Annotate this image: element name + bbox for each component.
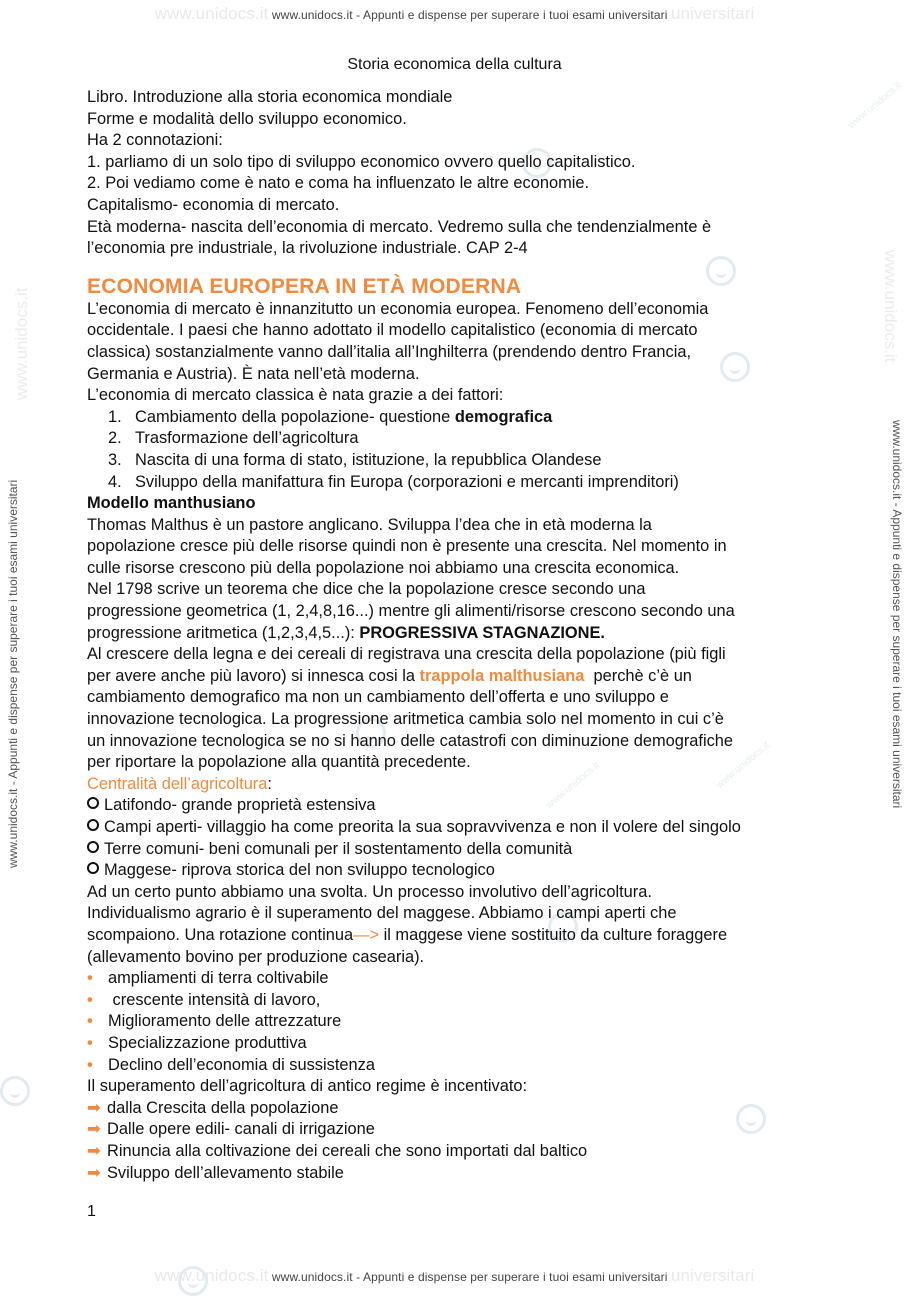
unidocs-logo-icon <box>178 1266 208 1296</box>
paragraph-line: cambiamento demografico ma non un cambiamento dell’offerta e uno sviluppo e <box>87 688 669 707</box>
bullet-item <box>87 1011 827 1033</box>
page-number: 1 <box>87 1203 96 1220</box>
paragraph-line: per riportare la popolazione alla quantità precedente. <box>87 753 471 772</box>
circle-bullet-icon <box>87 797 99 809</box>
header-ghost-right: universitari <box>670 4 755 23</box>
arrow-list-item <box>87 1141 827 1163</box>
circle-list-text: Maggese- riprova storica del non sviluppo tecnologico <box>104 861 495 880</box>
arrow-list-item <box>87 1163 827 1185</box>
factor-text: Nascita di una forma di stato, istituzione, la repubblica Olandese <box>135 450 602 469</box>
bullet-item <box>87 990 827 1012</box>
factor-item <box>87 450 827 472</box>
arrow-right-icon: ➡ <box>87 1141 101 1160</box>
factor-item <box>87 428 827 450</box>
arrow-right-icon: ➡ <box>87 1163 101 1182</box>
diagonal-watermark: www.unidocs.it <box>714 740 772 791</box>
paragraph-line: un innovazione tecnologica se no si hanno delle catastrofi con diminuzione demografiche <box>87 731 734 750</box>
rotation-arrow: —> <box>353 925 380 944</box>
paragraph-line: Ad un certo punto abbiamo una svolta. Un processo involutivo dell’agricoltura. <box>87 882 652 901</box>
stagnation-pre: progressione aritmetica (1,2,3,4,5...): <box>87 623 360 642</box>
bullet-dot-icon: • <box>87 1055 93 1074</box>
arrow-list-text: dalla Crescita della popolazione <box>107 1098 339 1117</box>
bullet-dot-icon: • <box>87 969 93 988</box>
factor-number: 3. <box>108 450 122 469</box>
agriculture-heading-colon: : <box>267 774 272 793</box>
paragraph-line: culle risorse crescono più della popolazione noi abbiamo una crescita economica. <box>87 558 680 577</box>
arrow-list-item <box>87 1098 827 1120</box>
trap-post: perchè c’è un <box>584 666 692 685</box>
paragraph-line: occidentale. I paesi che hanno adottato il modello capitalistico (economia di mercato <box>87 321 698 340</box>
bullet-dot-icon: • <box>87 1012 93 1031</box>
paragraph-line: Individualismo agrario è il superamento del maggese. Abbiamo i campi aperti che <box>87 904 677 923</box>
factor-item <box>87 407 827 429</box>
document-body <box>87 87 827 1184</box>
arrow-list-text: Dalle opere edili- canali di irrigazione <box>107 1120 375 1139</box>
circle-list-text: Terre comuni- beni comunali per il sostentamento della comunità <box>104 839 573 858</box>
factor-text: Cambiamento della popolazione- questione <box>135 407 455 426</box>
rotation-pre: scompaiono. Una rotazione continua <box>87 925 354 944</box>
bullet-text: Declino dell’economia di sussistenza <box>108 1055 375 1074</box>
header-watermark <box>0 4 909 24</box>
circle-list-item <box>87 860 827 882</box>
arrow-right-icon: ➡ <box>87 1098 101 1117</box>
circle-list-item <box>87 795 827 817</box>
factor-text: Trasformazione dell’agricoltura <box>135 429 359 448</box>
bullet-dot-icon: • <box>87 990 93 1009</box>
paragraph-line: Al crescere della legna e dei cereali di registrava una crescita della popolazione (più figli <box>87 645 726 664</box>
paragraph-line: Il superamento dell’agricoltura di antico regime è incentivato: <box>87 1077 528 1096</box>
bullet-item <box>87 1033 827 1055</box>
paragraph-line: Germania e Austria). È nata nell’età moderna. <box>87 364 420 383</box>
intro-line: 2. Poi vediamo come è nato e coma ha influenzato le altre economie. <box>87 174 590 193</box>
paragraph-line <box>87 925 827 947</box>
circle-list-text: Latifondo- grande proprietà estensiva <box>104 796 376 815</box>
intro-line: Libro. Introduzione alla storia economica mondiale <box>87 88 453 106</box>
paragraph-line: popolazione cresce più delle risorse quindi non è presente una crescita. Nel momento in <box>87 537 727 556</box>
arrow-right-icon: ➡ <box>87 1120 101 1139</box>
header-ghost-left: www.unidocs.it <box>154 4 269 23</box>
factor-number: 2. <box>108 429 122 448</box>
paragraph-line <box>87 623 827 645</box>
bullet-text: Specializzazione produttiva <box>108 1033 307 1052</box>
rotation-post: il maggese viene sostituito da culture foraggere <box>379 925 728 944</box>
circle-list-text: Campi aperti- villaggio ha come preorita la sua sopravvivenza e non il volere del singolo <box>104 818 741 836</box>
paragraph-line: progressione geometrica (1, 2,4,8,16...) mentre gli alimenti/risorse crescono secondo una <box>87 602 735 621</box>
intro-line: Età moderna- nascita dell’economia di mercato. Vedremo sulla che tendenzialmente è <box>87 217 712 236</box>
right-side-watermark: www.unidocs.it - Appunti e dispense per superare i tuoi esami universitari <box>890 420 904 809</box>
factor-number: 4. <box>108 472 122 491</box>
factor-text: Sviluppo della manifattura fin Europa (corporazioni e mercanti imprenditori) <box>135 472 679 491</box>
paragraph-line: (allevamento bovino per produzione casearia). <box>87 947 425 966</box>
header-watermark-text: www.unidocs.it - Appunti e dispense per superare i tuoi esami universitari <box>271 8 668 22</box>
bullet-text: Miglioramento delle attrezzature <box>108 1012 342 1031</box>
footer-ghost-left: www.unidocs.it <box>154 1266 269 1285</box>
footer-watermark-text: www.unidocs.it - Appunti e dispense per superare i tuoi esami universitari <box>271 1270 668 1284</box>
subsection-heading: Modello manthusiano <box>87 494 256 513</box>
unidocs-logo-icon <box>0 1076 30 1106</box>
footer-watermark <box>0 1266 909 1286</box>
circle-list-item <box>87 817 827 839</box>
factor-item <box>87 472 827 494</box>
intro-line: 1. parliamo di un solo tipo di sviluppo economico ovvero quello capitalistico. <box>87 152 636 171</box>
circle-list-item <box>87 839 827 861</box>
paragraph-line: innovazione tecnologica. La progressione aritmetica cambia solo nel momento in cui c’è <box>87 710 724 729</box>
left-ghost-watermark: www.unidocs.it <box>12 287 31 400</box>
malthusian-trap-highlight: trappola malthusiana <box>419 666 585 685</box>
bullet-text: ampliamenti di terra coltivabile <box>108 969 329 988</box>
footer-ghost-right: universitari <box>670 1266 755 1285</box>
paragraph-line: L’economia di mercato classica è nata grazie a dei fattori: <box>87 386 504 405</box>
document-title: Storia economica della cultura <box>347 56 562 73</box>
paragraph-line: Thomas Malthus è un pastore anglicano. Sviluppa l’dea che in età moderna la <box>87 515 652 534</box>
arrow-list-item <box>87 1119 827 1141</box>
bullet-item <box>87 968 827 990</box>
paragraph-line: Nel 1798 scrive un teorema che dice che la popolazione cresce secondo una <box>87 580 646 599</box>
bullet-item <box>87 1055 827 1077</box>
diagonal-watermark: www.unidocs.it <box>846 80 904 131</box>
section-heading: ECONOMIA EUROPERA IN ETÀ MODERNA <box>87 274 522 298</box>
diagonal-watermark: www.unidocs.it <box>544 760 602 811</box>
arrow-list-text: Sviluppo dell’allevamento stabile <box>107 1163 344 1182</box>
factor-bold: demografica <box>454 407 553 426</box>
intro-line: Capitalismo- economia di mercato. <box>87 195 340 214</box>
paragraph-line <box>87 666 827 688</box>
agriculture-heading: Centralità dell’agricoltura <box>87 774 268 793</box>
trap-pre: per avere anche più lavoro) si innesca cosi la <box>87 666 420 685</box>
left-side-watermark: www.unidocs.it - Appunti e dispense per superare i tuoi esami universitari <box>6 479 20 868</box>
bullet-text: crescente intensità di lavoro, <box>108 990 321 1009</box>
arrow-list-text: Rinuncia alla coltivazione dei cereali che sono importati dal baltico <box>107 1141 588 1160</box>
subsection-heading <box>87 774 827 796</box>
intro-line: Forme e modalità dello sviluppo economico. <box>87 109 407 128</box>
stagnation-bold: PROGRESSIVA STAGNAZIONE. <box>359 623 605 642</box>
circle-bullet-icon <box>87 819 99 831</box>
factor-number: 1. <box>108 407 122 426</box>
circle-bullet-icon <box>87 841 99 853</box>
intro-line: Ha 2 connotazioni: <box>87 131 223 150</box>
right-ghost-watermark: www.unidocs.it <box>881 250 900 363</box>
paragraph-line: classica) sostanzialmente vanno dall’italia all’Inghilterra (prendendo dentro Francia, <box>87 342 692 361</box>
paragraph-line: L’economia di mercato è innanzitutto un economia europea. Fenomeno dell’economia <box>87 299 709 318</box>
bullet-dot-icon: • <box>87 1033 93 1052</box>
intro-line: l’economia pre industriale, la rivoluzione industriale. CAP 2-4 <box>87 239 528 258</box>
circle-bullet-icon <box>87 862 99 874</box>
